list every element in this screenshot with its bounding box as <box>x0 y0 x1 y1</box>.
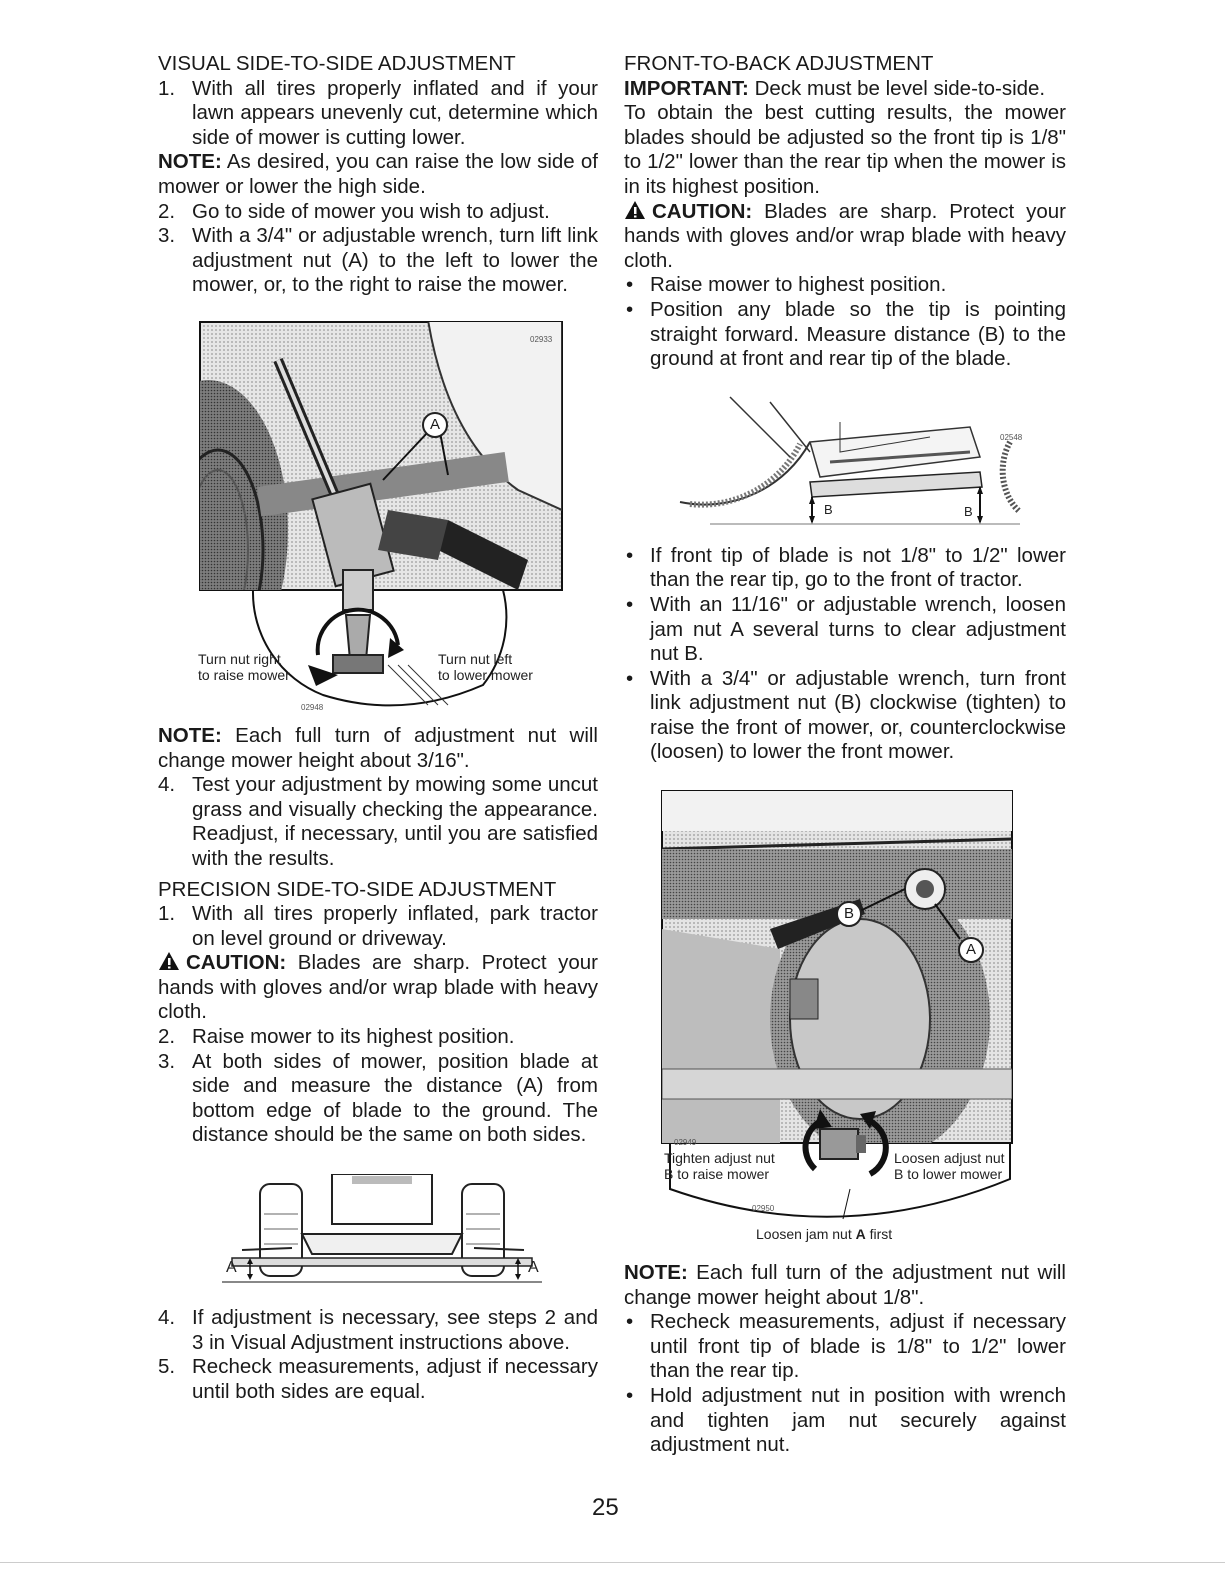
bottom-rule <box>0 1562 1225 1563</box>
blade-tip-figure <box>670 382 1030 532</box>
note-adjustment-nut: NOTE: Each full turn of adjustment nut will change mower height about 3/16". <box>158 723 598 772</box>
warning-icon <box>624 200 646 220</box>
turn-left-label-1: Turn nut left <box>438 650 513 667</box>
precision-step-4: 4. If adjustment is necessary, see steps 2 and 3 in Visual Adjustment instructions above. <box>158 1306 598 1354</box>
deck-side-illustration <box>212 1174 552 1290</box>
front-link-illustration <box>660 789 1020 1259</box>
bullet-raise-mower: • Raise mower to highest position. <box>626 273 947 297</box>
jam-nut-label: Loosen jam nut A first <box>756 1226 893 1243</box>
distance-a-left: A <box>226 1259 237 1277</box>
front-to-back-intro: To obtain the best cutting results, the mower blades should be adjusted so the front tip is 1/8" to 1/2" lower than the rear tip when the mower is in its highest position. <box>624 101 1066 198</box>
visual-step-4: 4. Test your adjustment by mowing some uncut grass and visually checking the appearance. Readjust, if necessary, until you are satisfied with the results. <box>158 773 598 870</box>
caution-right: CAUTION: Blades are sharp. Protect your hands with gloves and/or wrap blade with heavy cloth. <box>624 199 1066 272</box>
important-note: IMPORTANT: Deck must be level side-to-side. <box>624 76 1046 100</box>
distance-b-rear: B <box>964 503 973 519</box>
turn-left-label-2: to lower mower <box>438 666 533 683</box>
figure-code-bottom: 02950 <box>752 1204 775 1214</box>
figure-code: 02933 <box>530 334 553 344</box>
distance-a-right: A <box>528 1259 539 1277</box>
tighten-label-1: Tighten adjust nut <box>664 1150 775 1167</box>
bullet-hold-nut: • Hold adjustment nut in position with wrench and tighten jam nut securely against adjustment nut. <box>626 1384 1066 1457</box>
precision-step-5: 5. Recheck measurements, adjust if necessary until both sides are equal. <box>158 1355 598 1403</box>
bullet-turn-adjustment-nut: • With a 3/4" or adjustable wrench, turn front link adjustment nut (B) clockwise (tighten) to raise the front of mower, or, counterclockwise (loosen) to lower the front mower. <box>626 666 1066 764</box>
precision-step-2: 2. Raise mower to its highest position. <box>158 1025 515 1049</box>
deck-side-figure <box>212 1174 552 1290</box>
note-right: NOTE: Each full turn of the adjustment nut will change mower height about 1/8". <box>624 1261 1066 1309</box>
distance-b-front: B <box>824 501 833 517</box>
visual-step-3: 3. With a 3/4" or adjustable wrench, turn lift link adjustment nut (A) to the left to lower the mower, or, to the right to raise the mower. <box>158 224 598 297</box>
precision-step-3: 3. At both sides of mower, position blade at side and measure the distance (A) from bottom edge of blade to the ground. The distance should be the same on both sides. <box>158 1049 598 1147</box>
precision-heading: PRECISION SIDE-TO-SIDE ADJUSTMENT <box>158 877 557 901</box>
visual-step-2: 2. Go to side of mower you wish to adjust. <box>158 199 550 223</box>
page-number: 25 <box>592 1494 619 1521</box>
bullet-check-front-tip: • If front tip of blade is not 1/8" to 1/2" lower than the rear tip, go to the front of tractor. <box>626 543 1066 592</box>
left-column <box>158 52 598 1404</box>
visual-heading: VISUAL SIDE-TO-SIDE ADJUSTMENT <box>158 52 516 75</box>
figure-code-bottom: 02948 <box>301 702 324 712</box>
front-link-figure <box>660 789 1020 1259</box>
figure-code: 02548 <box>1000 432 1023 442</box>
figure-code: 02949 <box>674 1138 697 1148</box>
loosen-label-1: Loosen adjust nut <box>894 1150 1005 1167</box>
turn-right-label-2: to raise mower <box>198 666 290 683</box>
bullet-position-blade: • Position any blade so the tip is pointing straight forward. Measure distance (B) to the ground at front and rear tip of the blade. <box>626 297 1066 371</box>
bullet-recheck: • Recheck measurements, adjust if necessary until front tip of blade is 1/8" to 1/2" lower than the rear tip. <box>626 1310 1066 1383</box>
visual-step-1: 1. With all tires properly inflated and if your lawn appears unevenly cut, determine which side of mower is cutting lower. <box>158 76 598 149</box>
loosen-label-2: B to lower mower <box>894 1166 1003 1183</box>
lift-link-figure <box>198 320 578 718</box>
caution-left: CAUTION: Blades are sharp. Protect your hands with gloves and/or wrap blade with heavy cloth. <box>158 951 599 1024</box>
precision-step-1: 1. With all tires properly inflated, park tractor on level ground or driveway. <box>158 902 598 950</box>
right-column <box>624 52 1066 1458</box>
bullet-loosen-jam-nut: • With an 11/16" or adjustable wrench, loosen jam nut A several turns to clear adjustment nut B. <box>626 592 1066 666</box>
blade-tip-illustration <box>670 382 1030 532</box>
visual-note: NOTE: As desired, you can raise the low side of mower or lower the high side. <box>158 150 598 198</box>
warning-icon <box>158 951 180 971</box>
tighten-label-2: B to raise mower <box>664 1166 770 1183</box>
callout-a: A <box>958 937 984 963</box>
callout-b: B <box>836 901 862 927</box>
front-to-back-heading: FRONT-TO-BACK ADJUSTMENT <box>624 52 934 75</box>
callout-a: A <box>422 412 448 438</box>
turn-right-label-1: Turn nut right <box>198 650 281 667</box>
